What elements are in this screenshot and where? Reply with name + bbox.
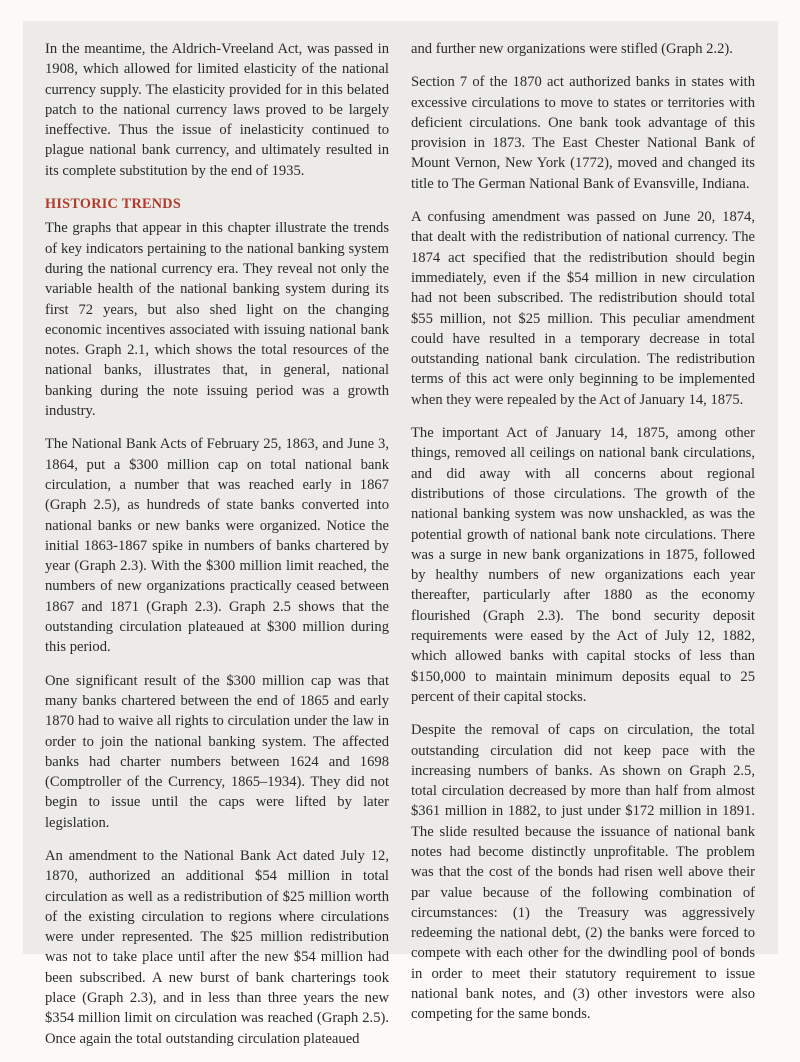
paragraph: A confusing amendment was passed on June 20, 1874, that dealt with the redistribution of national currency. The 1874 act specified that the redistribution should begin immediately, even if the $54 million in new circulation had not been subscribed. The redistribution should total $55 million, not $25 million. This peculiar amendment could have resulted in a temporary decrease in total outstanding national bank circulation. The redistribution terms of this act were only beginning to be implemented when they were repealed by the Act of January 14, 1875.	[411, 209, 755, 408]
paragraph: Section 7 of the 1870 act authorized banks in states with excessive circulations to move to states or territories with deficient circulations. One bank took advantage of this provision in 1873. The East Chester National Bank of Mount Vernon, New York (1772), moved and changed its title to The German National Bank of Evansville, Indiana.	[411, 74, 755, 192]
right-column	[411, 39, 755, 1038]
paragraph: The National Bank Acts of February 25, 1863, and June 3, 1864, put a $300 million cap on total national bank circulation, a number that was reached early in 1867 (Graph 2.5), as hundreds of state banks converted into national banks or new banks were organized. Notice the initial 1863-1867 spike in numbers of banks chartered by year (Graph 2.3). With the $300 million limit reached, the numbers of new organizations practically ceased between 1867 and 1871 (Graph 2.3). Graph 2.5 shows that the outstanding circulation plateaued at $300 million during this period.	[45, 436, 389, 656]
paragraph: In the meantime, the Aldrich-Vreeland Act, was passed in 1908, which allowed for limited elasticity of the national currency supply. The elasticity provided for in this belated patch to the national currency laws proved to be largely ineffective. Thus the issue of inelasticity continued to plague national bank currency, and ultimately resulted in its complete substitution by the end of 1935.	[45, 41, 389, 179]
paragraph: An amendment to the National Bank Act dated July 12, 1870, authorized an additional $54 million in total circulation as well as a redistribution of $25 million worth of the existing circulation to regions where circulations were under represented. The $25 million redistribution was not to take place until after the new $54 million had been subscribed. A new burst of bank charterings took place (Graph 2.3), and in less than three years the new $354 million limit on circulation was reached (Graph 2.5). Once again the total outstanding circulation plateaued	[45, 847, 389, 1047]
paragraph: and further new organizations were stifled (Graph 2.2).	[411, 41, 733, 57]
paragraph: Despite the removal of caps on circulation, the total outstanding circulation did not keep pace with the increasing numbers of banks. As shown on Graph 2.5, total circulation decreased by more than half from almost $361 million in 1882, to just under $172 million in 1891. The slide resulted because the issuance of national bank notes had become distinctly unprofitable. The problem was that the cost of the bonds had risen well above their par value because of the following combination of circumstances: (1) the Treasury was aggressively redeeming the national debt, (2) the banks were forced to compete with each other for the dwindling pool of bonds in order to meet their statutory requirement to issue national bank notes, and (3) other investors were also competing for the same bonds.	[411, 722, 755, 1023]
paragraph: The important Act of January 14, 1875, among other things, removed all ceilings on national bank circulations, and did away with all concerns about regional distributions of those circulations. The growth of the national banking system was now unshackled, as was the potential growth of national bank note circulations. There was a surge in new bank organizations in 1875, followed by healthy numbers of new organizations each year thereafter, particularly after 1880 as the economy flourished (Graph 2.3). The bond security deposit requirements were eased by the Act of July 12, 1882, which allowed banks with capital stocks of less than $150,000 to maintain minimum deposits equal to 25 percent of their capital stocks.	[411, 425, 755, 705]
left-column	[45, 39, 389, 1062]
paragraph: One significant result of the $300 million cap was that many banks chartered between the end of 1865 and early 1870 had to waive all rights to circulation under the law in order to join the national banking system. The affected banks had charter numbers between 1624 and 1698 (Comptroller of the Currency, 1865–1934). They did not begin to issue until the caps were lifted by later legislation.	[45, 672, 389, 831]
page	[23, 21, 778, 1047]
section-heading: HISTORIC TRENDS	[45, 196, 182, 213]
paragraph: The graphs that appear in this chapter illustrate the trends of key indicators pertaining to the national banking system during the national currency era. They reveal not only the variable health of the national banking system during its first 72 years, but also shed light on the changing economic incentives associated with issuing national bank notes. Graph 2.1, which shows the total resources of the national banks, illustrates that, in general, national banking during the note issuing period was a growth industry.	[45, 220, 389, 420]
